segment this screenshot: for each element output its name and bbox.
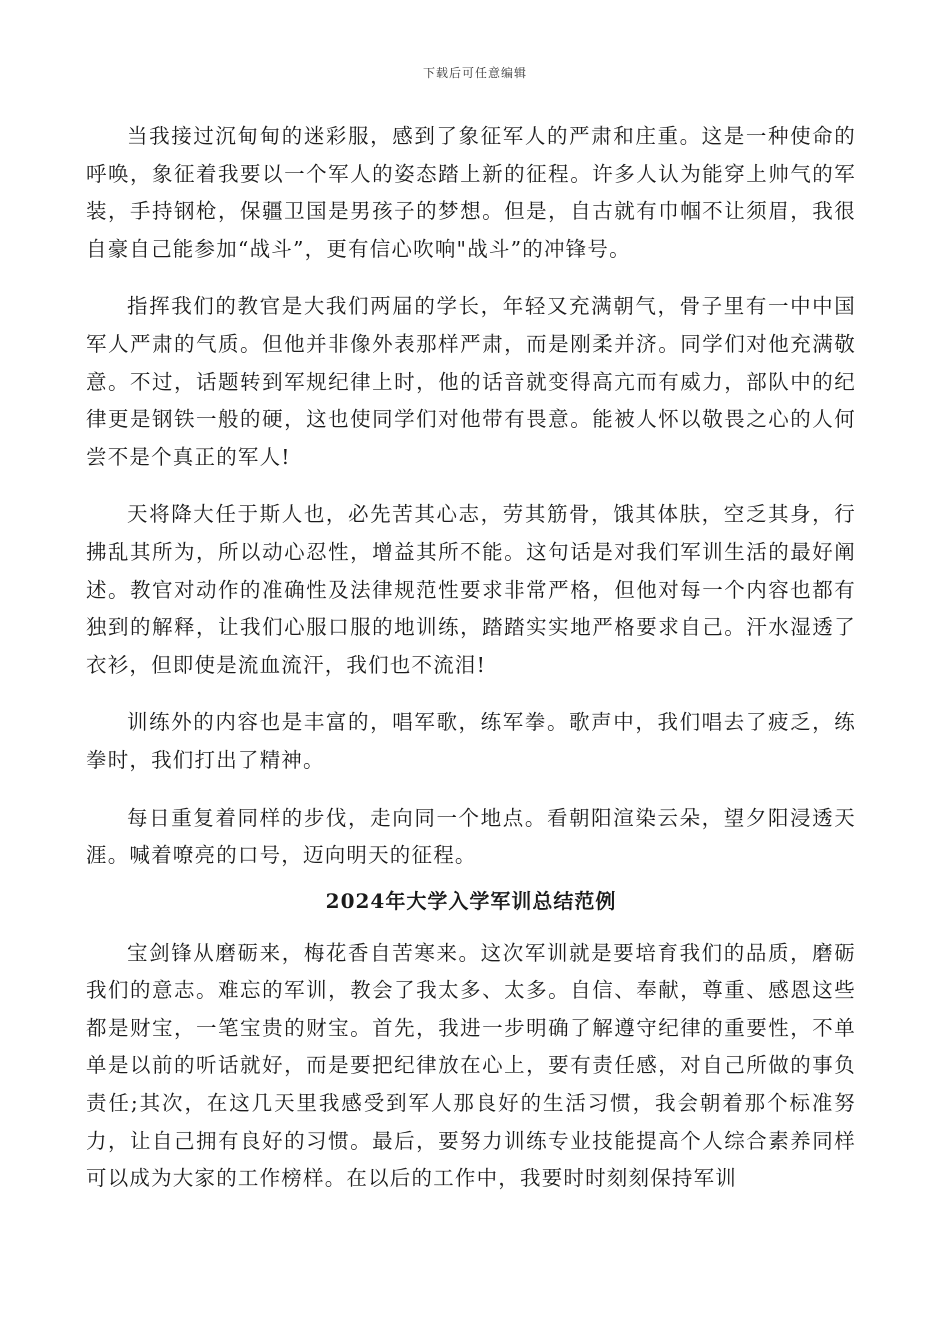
- section-paragraph-1: 宝剑锋从磨砺来，梅花香自苦寒来。这次军训就是要培育我们的品质，磨砺我们的意志。难忘的军训，教会了我太多、太多。自信、奉献，尊重、感恩这些都是财宝，一笔宝贵的财宝。首先，我进一步明确了解遵守纪律的重要性，不单单是以前的听话就好，而是要把纪律放在心上，要有责任感，对自己所做的事负责任;其次，在这几天里我感受到军人那良好的生活习惯，我会朝着那个标准努力，让自己拥有良好的习惯。最后，要努力训练专业技能提高个人综合素养同样可以成为大家的工作榜样。在以后的工作中，我要时时刻刻保持军训: [86, 940, 856, 1191]
- paragraph-5: 每日重复着同样的步伐，走向同一个地点。看朝阳渲染云朵，望夕阳浸透天涯。喊着嘹亮的口号，迈向明天的征程。: [86, 805, 856, 868]
- document-body: [86, 118, 856, 1198]
- section-title: 2024年大学入学军训总结范例: [325, 888, 617, 913]
- page-header-note: 下载后可任意编辑: [422, 66, 527, 80]
- paragraph-4: 训练外的内容也是丰富的，唱军歌，练军拳。歌声中，我们唱去了疲乏，练拳时，我们打出了精神。: [86, 710, 856, 772]
- paragraph-2: 指挥我们的教官是大我们两届的学长，年轻又充满朝气，骨子里有一中中国军人严肃的气质。但他并非像外表那样严肃，而是刚柔并济。同学们对他充满敬意。不过，话题转到军规纪律上时，他的话音就变得高亢而有威力，部队中的纪律更是钢铁一般的硬，这也使同学们对他带有畏意。能被人怀以敬畏之心的人何尝不是个真正的军人!: [86, 294, 856, 469]
- paragraph-1: 当我接过沉甸甸的迷彩服，感到了象征军人的严肃和庄重。这是一种使命的呼唤，象征着我要以一个军人的姿态踏上新的征程。许多人认为能穿上帅气的军装，手持钢枪，保疆卫国是男孩子的梦想。但是，自古就有巾帼不让须眉，我很自豪自己能参加“战斗”，更有信心吹响"战斗”的冲锋号。: [86, 124, 856, 261]
- paragraph-3: 天将降大任于斯人也，必先苦其心志，劳其筋骨，饿其体肤，空乏其身，行拂乱其所为，所以动心忍性，增益其所不能。这句话是对我们军训生活的最好阐述。教官对动作的准确性及法律规范性要求非常严格，但他对每一个内容也都有独到的解释，让我们心服口服的地训练，踏踏实实地严格要求自己。汗水湿透了衣衫，但即使是流血流汗，我们也不流泪!: [86, 502, 856, 677]
